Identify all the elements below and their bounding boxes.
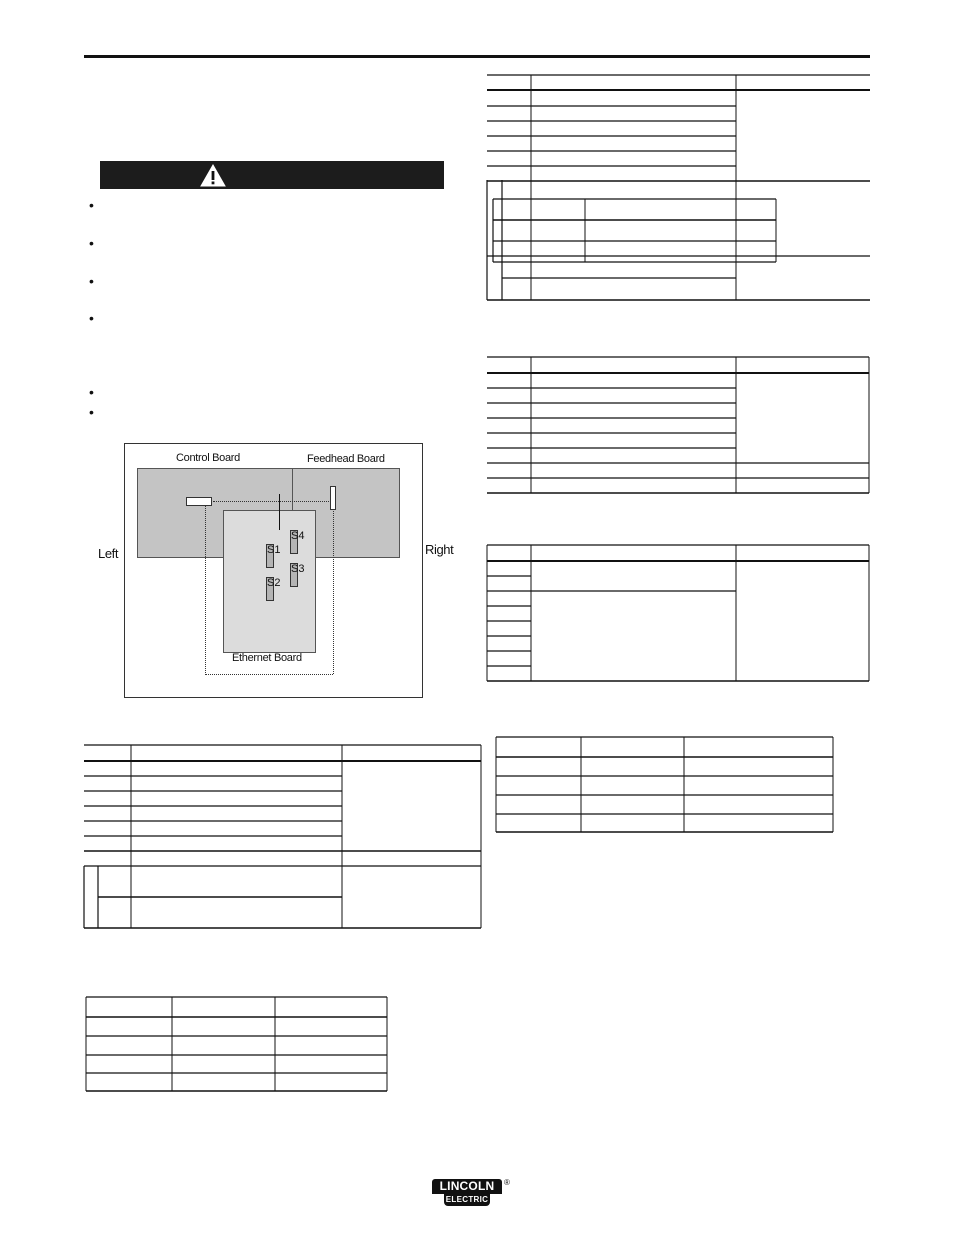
right-label: Right xyxy=(425,542,454,557)
lincoln-electric-logo xyxy=(432,1179,512,1207)
ethernet-board-label: Ethernet Board xyxy=(232,652,302,664)
table-b xyxy=(487,357,869,493)
table-c xyxy=(487,545,869,681)
bullet-2: • xyxy=(89,235,94,251)
table-a xyxy=(487,75,870,300)
table-e xyxy=(84,745,481,928)
bullet-4: • xyxy=(89,310,94,326)
switch-s2-label: S2 xyxy=(267,577,281,589)
table-f xyxy=(86,997,387,1091)
bullet-6: • xyxy=(89,404,94,420)
logo-registered-mark: ® xyxy=(504,1178,510,1187)
left-label: Left xyxy=(98,546,119,561)
logo-line1: LINCOLN xyxy=(432,1179,502,1194)
bullet-5: • xyxy=(89,384,94,400)
switch-s4-label: S4 xyxy=(291,530,305,542)
switch-s1-label: S1 xyxy=(267,544,281,556)
control-board-label: Control Board xyxy=(176,452,240,464)
switch-s3-label: S3 xyxy=(291,563,305,575)
bullet-1: • xyxy=(89,197,94,213)
table-d xyxy=(496,737,833,832)
bullet-3: • xyxy=(89,273,94,289)
logo-line2: ELECTRIC xyxy=(445,1195,489,1204)
feedhead-board-label: Feedhead Board xyxy=(307,453,385,465)
